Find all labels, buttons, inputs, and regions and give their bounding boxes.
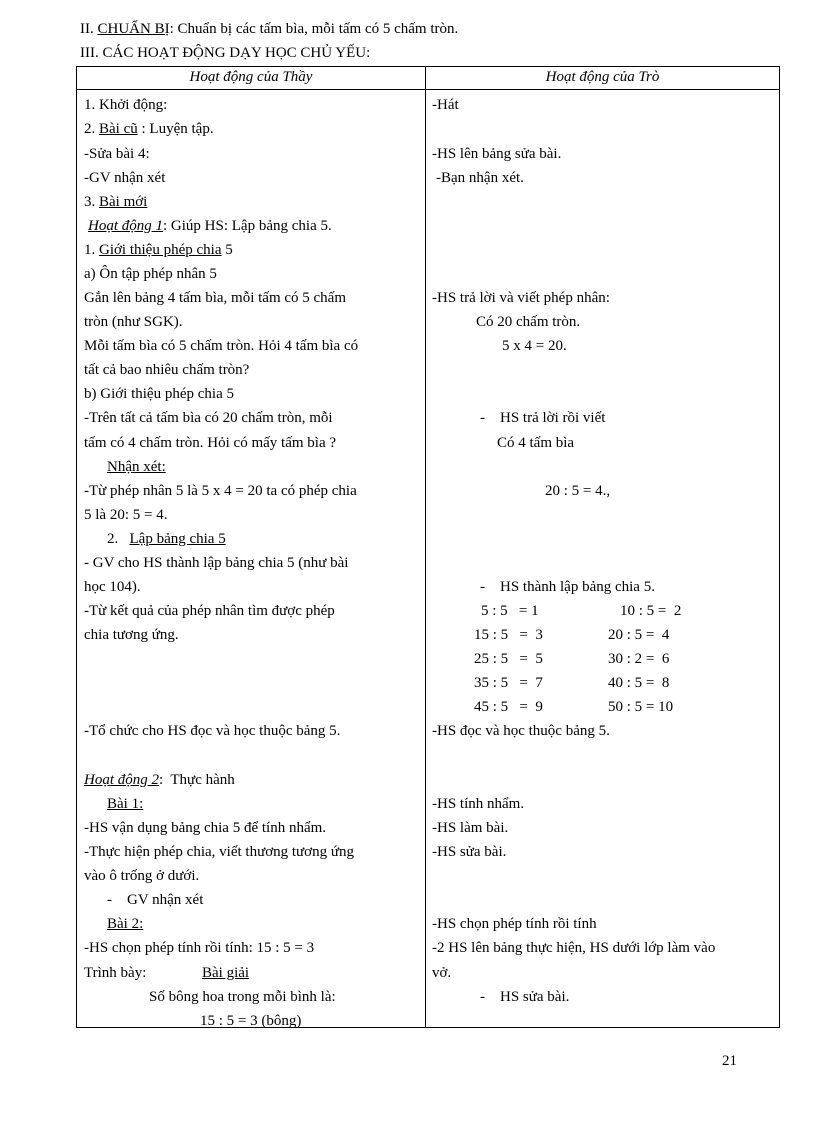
division-fact: 10 : 5 = 2	[620, 603, 682, 619]
student-line: -HS đọc và học thuộc bảng 5.	[432, 723, 610, 739]
line-text: : Luyện tập.	[137, 121, 214, 137]
heading-activities: III. CÁC HOẠT ĐỘNG DẠY HỌC CHỦ YẾU:	[80, 45, 371, 61]
teacher-line	[107, 915, 143, 933]
line-number: 3.	[84, 194, 99, 210]
student-line: - HS sửa bài.	[480, 989, 570, 1005]
student-line: -HS làm bài.	[432, 820, 509, 836]
student-line: -HS sửa bài.	[432, 844, 507, 860]
column-divider	[425, 67, 426, 1027]
teacher-line: -Thực hiện phép chia, viết thương tương ứng	[84, 844, 354, 860]
line-number: 2.	[84, 121, 99, 137]
underlined-text: Bài cũ	[99, 121, 138, 137]
student-line: vở.	[432, 965, 452, 981]
student-line: -HS lên bảng sửa bài.	[432, 146, 562, 162]
division-fact: 5 : 5 = 1	[481, 603, 539, 619]
underlined-text: Lập bảng chia 5	[129, 531, 226, 547]
division-fact: 40 : 5 = 8	[608, 675, 670, 691]
teacher-line: Số bông hoa trong mỗi bình là:	[149, 989, 336, 1005]
line-number: 2.	[107, 531, 130, 547]
student-line: -2 HS lên bảng thực hiện, HS dưới lớp làm vào	[432, 940, 716, 956]
teacher-line: vào ô trống ở dưới.	[84, 868, 200, 884]
underlined-text: Bài 1:	[107, 796, 144, 812]
teacher-line: b) Giới thiệu phép chia 5	[84, 386, 234, 402]
teacher-line: 15 : 5 = 3 (bông)	[200, 1013, 302, 1029]
teacher-line	[107, 795, 143, 813]
student-line: -HS trả lời và viết phép nhân:	[432, 290, 610, 306]
teacher-line: 1. Khởi động:	[84, 97, 168, 113]
activity-label: Hoạt động 2	[84, 772, 159, 788]
teacher-line: Trình bày:	[84, 965, 147, 981]
heading-label: CHUẨN BỊ	[97, 21, 170, 37]
student-line: - HS trả lời rồi viết	[480, 410, 606, 426]
teacher-line: 5 là 20: 5 = 4.	[84, 507, 168, 523]
teacher-line	[107, 530, 226, 548]
teacher-line: -Tổ chức cho HS đọc và học thuộc bảng 5.	[84, 723, 341, 739]
teacher-line: -GV nhận xét	[84, 170, 166, 186]
heading-preparation	[80, 21, 458, 38]
student-line: -Bạn nhận xét.	[436, 170, 524, 186]
header-divider	[77, 89, 779, 90]
division-fact: 25 : 5 = 5	[474, 651, 543, 667]
teacher-line	[202, 964, 249, 982]
teacher-line: Mỗi tấm bìa có 5 chấm tròn. Hỏi 4 tấm bìa có	[84, 338, 359, 354]
line-text: : Thực hành	[159, 772, 235, 788]
underlined-text: Bài mới	[99, 194, 148, 210]
teacher-line: - GV cho HS thành lập bảng chia 5 (như bài	[84, 555, 349, 571]
division-fact: 45 : 5 = 9	[474, 699, 543, 715]
student-line: -HS chọn phép tính rồi tính	[432, 916, 597, 932]
division-fact: 15 : 5 = 3	[474, 627, 543, 643]
teacher-line: - GV nhận xét	[107, 892, 204, 908]
teacher-line	[84, 241, 233, 259]
student-line: Có 20 chấm tròn.	[476, 314, 581, 330]
heading-number: II.	[80, 21, 98, 37]
division-fact: 30 : 2 = 6	[608, 651, 670, 667]
heading-text: : Chuẩn bị các tấm bìa, mỗi tấm có 5 chấm tròn.	[169, 21, 459, 37]
underlined-text: Bài giải	[202, 965, 250, 981]
teacher-line: chia tương ứng.	[84, 627, 179, 643]
underlined-text: Nhận xét:	[107, 459, 166, 475]
line-text: : Giúp HS: Lập bảng chia 5.	[163, 218, 332, 234]
teacher-line: -HS chọn phép tính rồi tính: 15 : 5 = 3	[84, 940, 315, 956]
student-line: Có 4 tấm bìa	[497, 435, 575, 451]
division-fact: 20 : 5 = 4	[608, 627, 670, 643]
activity-label: Hoạt động 1	[88, 218, 163, 234]
teacher-line	[84, 120, 214, 138]
teacher-line	[84, 193, 147, 211]
student-line: 5 x 4 = 20.	[502, 338, 567, 354]
line-number: 1.	[84, 242, 99, 258]
teacher-column-header: Hoạt động của Thầy	[189, 69, 313, 85]
underlined-text: Giới thiệu phép chia	[99, 242, 222, 258]
page-number: 21	[722, 1053, 737, 1069]
teacher-line: học 104).	[84, 579, 141, 595]
teacher-line: tròn (như SGK).	[84, 314, 183, 330]
student-line: 20 : 5 = 4.,	[545, 483, 611, 499]
student-column-header: Hoạt động của Trò	[545, 69, 660, 85]
division-fact: 50 : 5 = 10	[608, 699, 674, 715]
teacher-line	[84, 771, 235, 789]
teacher-line: a) Ôn tập phép nhân 5	[84, 266, 217, 282]
teacher-line: tấm có 4 chấm tròn. Hỏi có mấy tấm bìa ?	[84, 435, 337, 451]
teacher-line: Gắn lên bảng 4 tấm bìa, mỗi tấm có 5 chấm	[84, 290, 347, 306]
student-line: - HS thành lập bảng chia 5.	[480, 579, 655, 595]
underlined-text: Bài 2:	[107, 916, 144, 932]
teacher-line	[88, 217, 332, 235]
teacher-line: -Từ kết quả của phép nhân tìm được phép	[84, 603, 335, 619]
teacher-line: -Sửa bài 4:	[84, 146, 150, 162]
teacher-line: -Từ phép nhân 5 là 5 x 4 = 20 ta có phép chia	[84, 483, 357, 499]
student-line: -Hát	[432, 97, 459, 113]
teacher-line: -HS vận dụng bảng chia 5 để tính nhẩm.	[84, 820, 327, 836]
teacher-line: tất cả bao nhiêu chấm tròn?	[84, 362, 250, 378]
line-text: 5	[221, 242, 233, 258]
teacher-line	[107, 458, 166, 476]
student-line: -HS tính nhẩm.	[432, 796, 525, 812]
division-fact: 35 : 5 = 7	[474, 675, 543, 691]
teacher-line: -Trên tất cả tấm bìa có 20 chấm tròn, mỗi	[84, 410, 333, 426]
